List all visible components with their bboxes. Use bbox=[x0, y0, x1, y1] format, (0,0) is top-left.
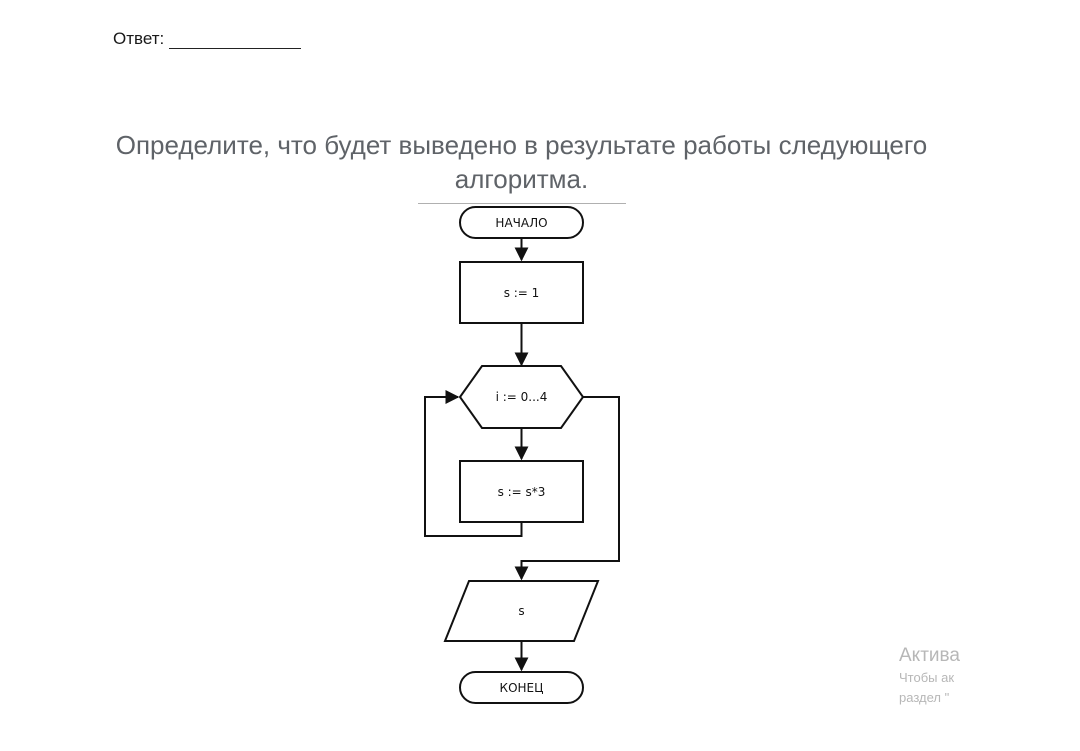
question-line-1: Определите, что будет выведено в результате работы следующего bbox=[115, 130, 928, 160]
init-label: s := 1 bbox=[503, 286, 540, 300]
watermark-title: Актива bbox=[899, 645, 960, 666]
loop-label: i := 0...4 bbox=[495, 390, 548, 404]
body-label: s := s*3 bbox=[497, 485, 546, 499]
watermark-line-2: раздел " bbox=[899, 690, 950, 705]
arrow-loop-back bbox=[425, 397, 522, 536]
question-line-2: алгоритма. bbox=[454, 164, 589, 194]
end-label: КОНЕЦ bbox=[499, 681, 544, 695]
start-label: НАЧАЛО bbox=[495, 216, 548, 230]
watermark-line-1: Чтобы ак bbox=[899, 670, 955, 685]
activation-watermark bbox=[899, 644, 961, 708]
answer-label: Ответ: bbox=[113, 29, 165, 48]
output-label: s bbox=[518, 604, 525, 618]
